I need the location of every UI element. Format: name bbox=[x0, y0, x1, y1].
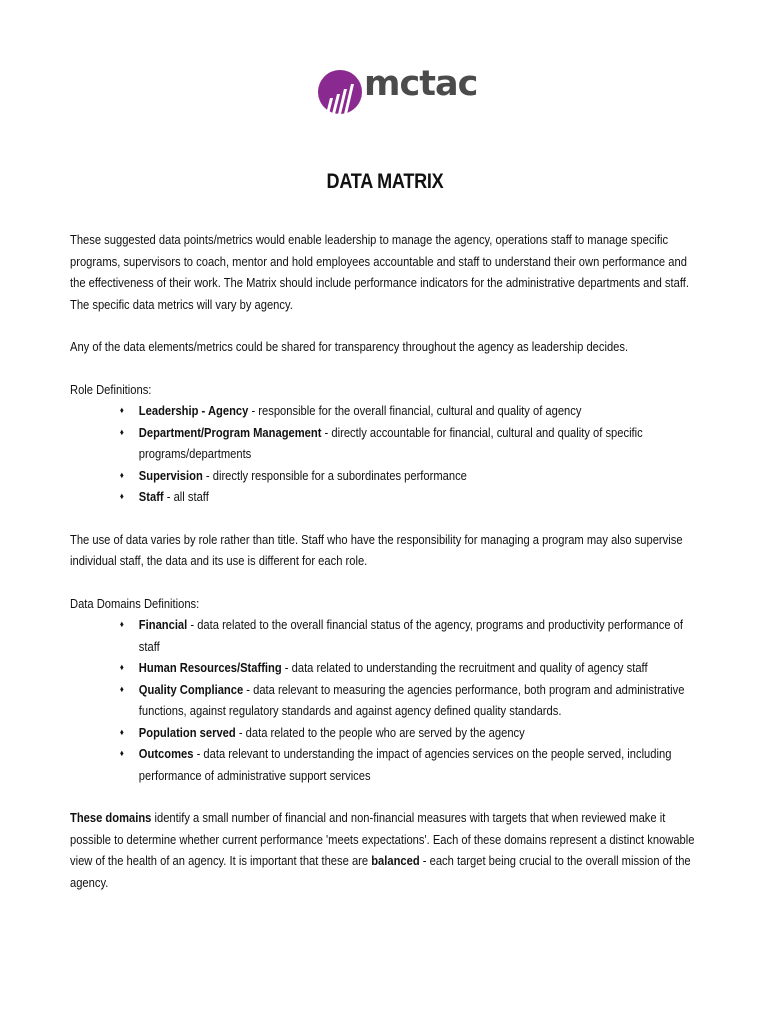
closing-emphasis: balanced bbox=[371, 853, 420, 868]
sharing-paragraph: Any of the data elements/metrics could be shared for transparency throughout the agency as leadership decides. bbox=[70, 339, 629, 354]
domain-term: Quality Compliance bbox=[138, 681, 244, 697]
document-body bbox=[70, 229, 695, 914]
domain-term: Financial bbox=[138, 617, 188, 632]
bullet-icon: ♦ bbox=[119, 469, 124, 480]
intro-paragraph: These suggested data points/metrics would enable leadership to manage the agency, operations staff to manage specific programs, supervisors to coach, mentor and hold employees accountable and staff to understand their own performance and the effectiveness of their work. The Matrix should include performance indicators for the administrative departments and staff. The specific data metrics will vary by agency. bbox=[70, 232, 689, 312]
bullet-icon: ♦ bbox=[119, 726, 124, 737]
role-term: Leadership - Agency bbox=[138, 403, 249, 418]
role-definitions-list bbox=[70, 400, 695, 508]
mctac-logo-mark bbox=[318, 58, 364, 124]
bullet-icon: ♦ bbox=[119, 662, 124, 672]
domain-item-population bbox=[120, 722, 695, 744]
domain-item-financial bbox=[120, 614, 695, 657]
bullet-icon: ♦ bbox=[119, 683, 124, 694]
role-term: Supervision bbox=[138, 467, 203, 483]
role-desc: - responsible for the overall financial, cultural and quality of agency bbox=[248, 403, 582, 418]
closing-lead: These domains bbox=[70, 810, 152, 825]
mctac-logo bbox=[318, 58, 478, 124]
domain-desc: - data related to understanding the recruitment and quality of agency staff bbox=[281, 660, 648, 675]
role-desc: - directly accountable for financial, cultural and quality of specific programs/departments bbox=[138, 424, 643, 461]
domain-term: Human Resources/Staffing bbox=[138, 660, 282, 675]
role-item-supervision bbox=[120, 465, 695, 487]
logo-wordmark-tac: tac bbox=[419, 64, 478, 104]
closing-text-1: identify a small number of financial and non-financial measures with targets that when reviewed make it possible to determine whether current performance 'meets expectations'. Each of these domains represent a distinct knowable view of the health of an agency. It is important that these are bbox=[70, 810, 695, 868]
role-desc: - all staff bbox=[163, 489, 209, 504]
domain-desc: - data relevant to measuring the agencies performance, both program and administrative functions, against regulatory standards and against agency defined quality standards. bbox=[138, 681, 685, 718]
role-term: Staff bbox=[138, 489, 164, 504]
domain-term: Outcomes bbox=[138, 746, 194, 761]
bullet-icon: ♦ bbox=[119, 491, 124, 501]
role-item-department bbox=[120, 422, 695, 465]
domain-desc: - data related to the overall financial status of the agency, programs and productivity performance of staff bbox=[138, 617, 683, 654]
data-domains-heading: Data Domains Definitions: bbox=[70, 595, 200, 611]
domain-item-quality bbox=[120, 679, 695, 722]
closing-text-2: - each target being crucial to the overall mission of the agency. bbox=[70, 853, 691, 890]
data-domains-list bbox=[70, 614, 695, 786]
role-definitions-heading: Role Definitions: bbox=[70, 381, 152, 397]
role-item-leadership bbox=[120, 400, 695, 422]
bullet-icon: ♦ bbox=[119, 405, 124, 415]
logo-wordmark-mc: mc bbox=[364, 64, 420, 104]
domain-item-hr bbox=[120, 657, 695, 679]
domain-desc: - data related to the people who are served by the agency bbox=[235, 724, 525, 740]
bullet-icon: ♦ bbox=[119, 748, 124, 758]
closing-paragraph bbox=[70, 807, 695, 893]
role-term: Department/Program Management bbox=[138, 424, 322, 440]
role-desc: - directly responsible for a subordinates performance bbox=[202, 467, 467, 483]
role-item-staff bbox=[120, 486, 695, 508]
bullet-icon: ♦ bbox=[119, 619, 124, 629]
domain-desc: - data relevant to understanding the impact of agencies services on the people served, including performance of administrative support services bbox=[138, 746, 672, 783]
usage-paragraph: The use of data varies by role rather than title. Staff who have the responsibility for managing a program may also supervise individual staff, the data and its use is different for each role. bbox=[70, 531, 683, 568]
logo-wordmark bbox=[364, 64, 477, 104]
bullet-icon: ♦ bbox=[119, 426, 124, 437]
page-title: DATA MATRIX bbox=[326, 170, 444, 193]
domain-item-outcomes bbox=[120, 743, 695, 786]
domain-term: Population served bbox=[138, 724, 236, 740]
